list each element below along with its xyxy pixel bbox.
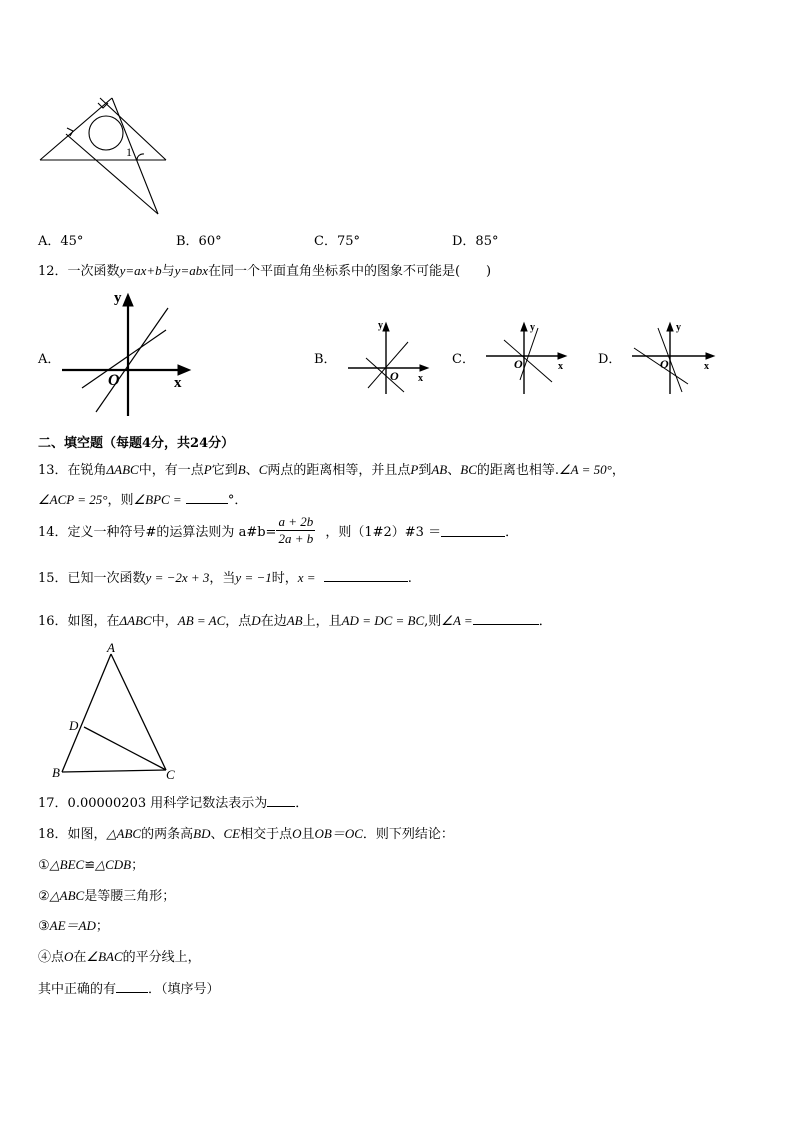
- q12-b-origin: O: [390, 369, 399, 383]
- q16-segment-dc: [84, 727, 166, 770]
- q12-text-pre: 一次函数: [67, 264, 120, 279]
- q18-answer-blank[interactable]: [116, 980, 148, 993]
- q14-t3: ．: [505, 525, 519, 540]
- q12-option-a-label[interactable]: A．: [38, 352, 61, 367]
- q18-c2-a: △ABC: [49, 888, 85, 903]
- q18-end-t1: 其中正确的有: [38, 982, 117, 997]
- q13-t7: 、: [447, 463, 461, 478]
- q13-t2: 中，有一点: [138, 463, 204, 478]
- q14-fraction: [276, 514, 315, 547]
- q18-c2-rest: 是等腰三角形；: [84, 889, 176, 904]
- q13-point-c: C: [258, 462, 268, 477]
- q14-t1: 14．定义一种符号#的运算法则为 a#b=: [38, 525, 277, 540]
- q16-side-ab: [62, 654, 111, 772]
- q11-option-c[interactable]: C．75°: [314, 234, 360, 249]
- q13-t8: 的距离也相等.: [476, 463, 560, 478]
- q13-line1: [38, 459, 625, 478]
- q12-b-x-label: x: [418, 373, 423, 384]
- q12-graph-c[interactable]: [482, 318, 570, 396]
- q18-end-t2: ．（填序号）: [148, 982, 220, 997]
- q18-conclusion-2: [38, 885, 175, 904]
- q18-c1-num: ①: [38, 858, 50, 873]
- q13-seg-bc: BC: [460, 462, 477, 477]
- q13-answer-blank[interactable]: [186, 491, 228, 504]
- q17-answer-blank[interactable]: [267, 794, 295, 807]
- q14-t2: ，则（1#2）#3 ＝: [325, 525, 442, 540]
- q18-c3-end: ；: [95, 919, 109, 934]
- q15-condition: y = −1: [235, 570, 272, 585]
- q11-option-d[interactable]: D．85°: [452, 234, 499, 249]
- q16-t7: ．: [538, 614, 552, 629]
- q18-seg-ce: CE: [223, 826, 241, 841]
- q12-option-c-label[interactable]: C．: [452, 352, 475, 367]
- q18-c1-end: ；: [131, 858, 145, 873]
- q13-point-p2: P: [410, 462, 419, 477]
- q13-line2: [38, 489, 247, 508]
- q18-question: [38, 823, 454, 842]
- q16-eq2: AD = DC = BC: [341, 613, 425, 628]
- q11-option-a[interactable]: A．45°: [38, 234, 84, 249]
- q16-t4: 在边: [260, 614, 287, 629]
- q18-triangle: △ABC: [106, 826, 142, 841]
- q15-t1: 15．已知一次函数: [38, 571, 146, 586]
- q18-c4-num: ④点: [38, 950, 65, 965]
- q13-t10: ，则: [107, 493, 134, 508]
- q16-eq1: AB = AC: [177, 613, 226, 628]
- q16-seg-ab: AB: [286, 613, 303, 628]
- q13-point-p: P: [203, 462, 212, 477]
- q17-t2: ．: [295, 796, 309, 811]
- section2-title: 二、填空题（每题4分，共24分）: [38, 436, 235, 451]
- q17-t1: 17．0.00000203 用科学记数法表示为: [38, 796, 268, 811]
- q12-a-y-label: y: [114, 290, 122, 306]
- q18-t4: 相交于点: [240, 827, 293, 842]
- q18-c4-rest: 的平分线上，: [122, 950, 201, 965]
- q16-label-d: D: [69, 718, 79, 733]
- q16-label-c: C: [166, 767, 175, 782]
- q18-t6: ．则下列结论：: [362, 827, 454, 842]
- q12-a-x-label: x: [174, 375, 182, 391]
- q14-question: [38, 514, 518, 547]
- q18-c3-eq: AE＝AD: [49, 918, 96, 933]
- q16-t6: ,则: [424, 614, 442, 629]
- q13-t11: °．: [227, 493, 248, 508]
- q12-graph-d[interactable]: [628, 318, 718, 396]
- q16-t2: 中，: [151, 614, 178, 629]
- q18-conclusion-1: [38, 854, 144, 873]
- q18-c1-a: △BEC: [49, 857, 85, 872]
- q13-t9: ，: [611, 463, 625, 478]
- q12-option-d-label[interactable]: D．: [598, 352, 622, 367]
- q11-option-b[interactable]: B．60°: [176, 234, 222, 249]
- q11-figure: [36, 78, 170, 218]
- q15-t3: 时，: [271, 571, 298, 586]
- q18-t2: 的两条高: [141, 827, 194, 842]
- q13-angle-acp: ∠ACP = 25°: [38, 492, 108, 507]
- q15-function: y = −2x + 3: [145, 570, 210, 585]
- q16-triangle: ΔABC: [119, 613, 152, 628]
- q15-question: [38, 567, 412, 586]
- q18-c1-op: ≌: [84, 858, 96, 873]
- q16-side-bc: [62, 770, 166, 772]
- q18-seg-bd: BD: [193, 826, 211, 841]
- q11-angle-arc: [137, 154, 144, 160]
- q16-label-a: A: [107, 640, 115, 655]
- q12-c-x-label: x: [558, 361, 563, 372]
- q12-f1: y=ax+b: [119, 263, 162, 278]
- q13-point-b: B: [237, 462, 246, 477]
- q16-question: [38, 610, 552, 629]
- q16-t5: 上，且: [302, 614, 342, 629]
- q16-point-d: D: [251, 613, 261, 628]
- q18-point-o: O: [292, 826, 302, 841]
- q12-c-origin: O: [514, 357, 523, 371]
- q12-number: 12．: [38, 264, 68, 279]
- q11-long-line: [112, 98, 158, 214]
- q18-c3-num: ③: [38, 919, 50, 934]
- q11-circle: [89, 116, 123, 150]
- q13-t1: 13．在锐角: [38, 463, 107, 478]
- q18-eq: OB＝OC: [314, 826, 363, 841]
- q12-question: [38, 260, 491, 279]
- q15-answer-blank[interactable]: [324, 569, 408, 582]
- q14-answer-blank[interactable]: [441, 524, 505, 537]
- q11-diagonal: [66, 134, 158, 214]
- q18-c4-o: O: [64, 949, 74, 964]
- q12-text-mid: 与: [161, 264, 175, 279]
- q15-t2: ，当: [209, 571, 236, 586]
- q16-side-ac: [111, 654, 166, 770]
- q12-option-b-label[interactable]: B．: [314, 352, 337, 367]
- q18-conclusion-4: [38, 946, 201, 965]
- q16-t1: 16．如图，在: [38, 614, 120, 629]
- q12-d-origin: O: [660, 357, 669, 371]
- q14-numerator: a + 2b: [278, 514, 314, 529]
- q16-label-b: B: [52, 765, 60, 780]
- q18-c2-num: ②: [38, 889, 50, 904]
- q18-c4-angle: ∠BAC: [86, 949, 123, 964]
- q13-seg-ab: AB: [431, 462, 448, 477]
- q17-question: [38, 792, 308, 811]
- q16-angle-a: ∠A =: [441, 613, 473, 628]
- q13-t6: 到: [418, 463, 432, 478]
- q18-c4-mid: 在: [73, 950, 87, 965]
- q12-d-x-label: x: [704, 361, 709, 372]
- q13-angle-a: ∠A = 50°: [559, 462, 612, 477]
- q12-c-y-label: y: [530, 322, 535, 333]
- q13-t4: 、: [245, 463, 259, 478]
- q11-angle-label: 1: [126, 145, 132, 159]
- q18-t1: 18．如图，: [38, 827, 107, 842]
- q13-t3: 它到: [211, 463, 238, 478]
- q16-answer-blank[interactable]: [473, 612, 539, 625]
- q16-figure: [40, 640, 190, 786]
- q12-graph-b[interactable]: [344, 318, 432, 396]
- q11-left-side: [40, 98, 112, 160]
- q13-angle-bpc: ∠BPC =: [133, 492, 182, 507]
- q15-x: x =: [297, 570, 316, 585]
- q12-b-y-label: y: [378, 320, 383, 331]
- q18-c1-b: △CDB: [95, 857, 132, 872]
- q18-t5: 且: [301, 827, 315, 842]
- q18-conclusion-3: [38, 915, 109, 934]
- q12-f2: y=abx: [174, 263, 208, 278]
- q12-d-y-label: y: [676, 322, 681, 333]
- q13-triangle: ΔABC: [106, 462, 139, 477]
- q18-t3: 、: [210, 827, 224, 842]
- q15-t4: .: [407, 571, 412, 586]
- q12-graph-a[interactable]: [62, 288, 198, 418]
- q16-t3: ，点: [225, 614, 252, 629]
- q12-a-origin: O: [108, 372, 120, 389]
- q18-answer-line: [38, 978, 220, 997]
- q13-t5: 两点的距离相等，并且点: [267, 463, 411, 478]
- q14-denominator: 2a + b: [278, 531, 314, 546]
- q12-text-post: 在同一个平面直角坐标系中的图象不可能是( ): [207, 264, 492, 279]
